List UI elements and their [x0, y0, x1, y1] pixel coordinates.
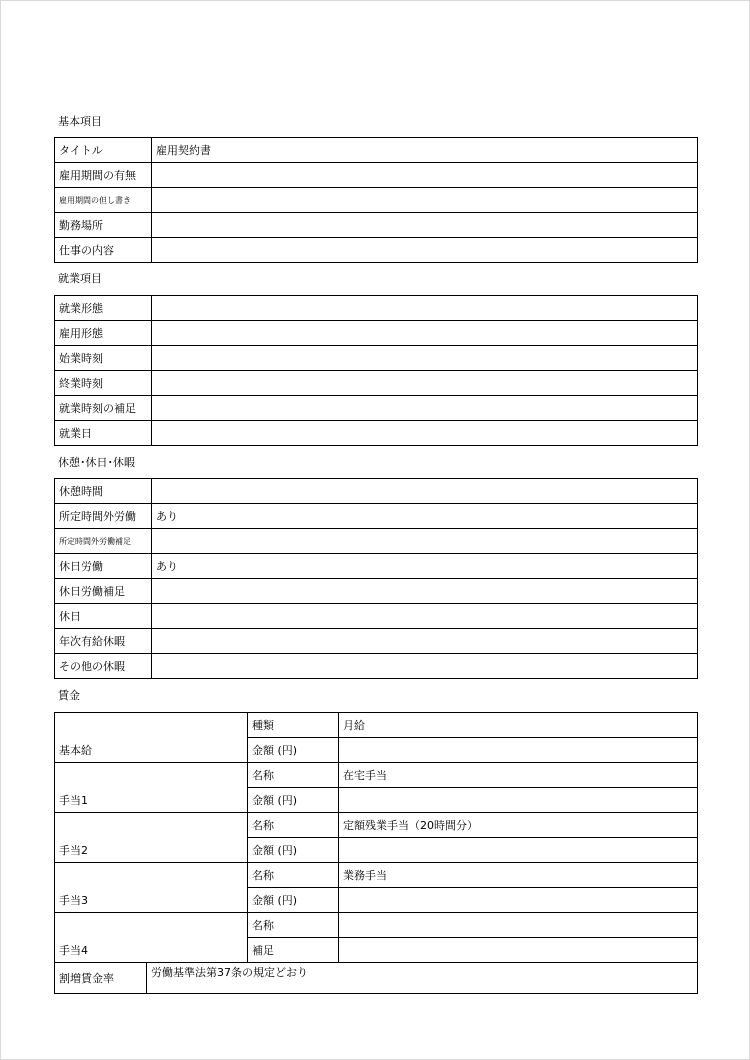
row-label: 就業日	[55, 421, 152, 446]
row-label: 雇用期間の但し書き	[55, 188, 152, 213]
row-label: 始業時刻	[55, 346, 152, 371]
table-row	[55, 346, 698, 371]
overtime-note-field[interactable]	[152, 529, 698, 554]
allowance-3-amount-field[interactable]	[339, 888, 698, 913]
row-label: 勤務場所	[55, 213, 152, 238]
table-row	[55, 504, 698, 529]
table-row	[55, 396, 698, 421]
employment-period-note-field[interactable]	[152, 188, 698, 213]
work-items-table	[54, 295, 698, 446]
holiday-work-field[interactable]: あり	[152, 554, 698, 579]
allowance-3-label: 手当3	[55, 863, 248, 913]
allowance-4-note-field[interactable]	[339, 938, 698, 963]
row-label: 終業時刻	[55, 371, 152, 396]
work-location-field[interactable]	[152, 213, 698, 238]
allowance-1-amount-label: 金額 (円)	[248, 788, 339, 813]
other-leave-field[interactable]	[152, 654, 698, 679]
end-time-field[interactable]	[152, 371, 698, 396]
allowance-2-name-field[interactable]: 定額残業手当（20時間分）	[339, 813, 698, 838]
table-row	[55, 604, 698, 629]
employment-type-field[interactable]	[152, 321, 698, 346]
allowance-4-name-label: 名称	[248, 913, 339, 938]
table-row	[55, 579, 698, 604]
allowance-3-amount-label: 金額 (円)	[248, 888, 339, 913]
row-label: 雇用形態	[55, 321, 152, 346]
base-pay-amount-label: 金額 (円)	[248, 738, 339, 763]
holiday-work-note-field[interactable]	[152, 579, 698, 604]
rest-items-table	[54, 478, 698, 679]
table-row	[55, 863, 698, 888]
allowance-2-amount-label: 金額 (円)	[248, 838, 339, 863]
basic-items-table	[54, 137, 698, 263]
row-label: 休憩時間	[55, 479, 152, 504]
row-label: 就業形態	[55, 296, 152, 321]
section-title-work: 就業項目	[58, 272, 102, 285]
table-row	[55, 321, 698, 346]
table-row	[55, 296, 698, 321]
row-label: 休日労働補足	[55, 579, 152, 604]
row-label: 休日	[55, 604, 152, 629]
section-title-wage: 賃金	[58, 689, 80, 702]
base-pay-amount-field[interactable]	[339, 738, 698, 763]
table-row	[55, 213, 698, 238]
table-row	[55, 529, 698, 554]
work-style-field[interactable]	[152, 296, 698, 321]
table-row	[55, 654, 698, 679]
allowance-1-amount-field[interactable]	[339, 788, 698, 813]
base-pay-type-label: 種類	[248, 713, 339, 738]
table-row	[55, 163, 698, 188]
allowance-3-name-label: 名称	[248, 863, 339, 888]
base-pay-type-field[interactable]: 月給	[339, 713, 698, 738]
row-label: 年次有給休暇	[55, 629, 152, 654]
holidays-field[interactable]	[152, 604, 698, 629]
row-label: 雇用期間の有無	[55, 163, 152, 188]
row-label: その他の休暇	[55, 654, 152, 679]
allowance-1-label: 手当1	[55, 763, 248, 813]
table-row	[55, 238, 698, 263]
job-content-field[interactable]	[152, 238, 698, 263]
table-row	[55, 813, 698, 838]
title-field[interactable]: 雇用契約書	[152, 138, 698, 163]
row-label: 休日労働	[55, 554, 152, 579]
table-row	[55, 713, 698, 738]
table-row	[55, 913, 698, 938]
section-title-rest: 休憩･休日･休暇	[58, 456, 135, 469]
premium-rate-label: 割増賃金率	[55, 963, 147, 994]
allowance-1-name-label: 名称	[248, 763, 339, 788]
table-row	[55, 763, 698, 788]
allowance-2-label: 手当2	[55, 813, 248, 863]
table-row	[55, 479, 698, 504]
allowance-4-name-field[interactable]	[339, 913, 698, 938]
work-time-note-field[interactable]	[152, 396, 698, 421]
table-row	[55, 629, 698, 654]
row-label: 所定時間外労働	[55, 504, 152, 529]
allowance-3-name-field[interactable]: 業務手当	[339, 863, 698, 888]
allowance-1-name-field[interactable]: 在宅手当	[339, 763, 698, 788]
premium-rate-field[interactable]: 労働基準法第37条の規定どおり	[147, 963, 698, 994]
annual-leave-field[interactable]	[152, 629, 698, 654]
work-days-field[interactable]	[152, 421, 698, 446]
table-row	[55, 138, 698, 163]
section-title-basic: 基本項目	[58, 115, 102, 128]
break-time-field[interactable]	[152, 479, 698, 504]
row-label: 就業時刻の補足	[55, 396, 152, 421]
table-row	[55, 188, 698, 213]
allowance-2-name-label: 名称	[248, 813, 339, 838]
table-row	[55, 963, 698, 994]
row-label: 所定時間外労働補足	[55, 529, 152, 554]
allowance-2-amount-field[interactable]	[339, 838, 698, 863]
table-row	[55, 421, 698, 446]
row-label: 仕事の内容	[55, 238, 152, 263]
overtime-field[interactable]: あり	[152, 504, 698, 529]
employment-period-field[interactable]	[152, 163, 698, 188]
allowance-4-note-label: 補足	[248, 938, 339, 963]
base-pay-label: 基本給	[55, 713, 248, 763]
row-label: タイトル	[55, 138, 152, 163]
allowance-4-label: 手当4	[55, 913, 248, 963]
table-row	[55, 371, 698, 396]
wage-table	[54, 712, 698, 994]
start-time-field[interactable]	[152, 346, 698, 371]
table-row	[55, 554, 698, 579]
